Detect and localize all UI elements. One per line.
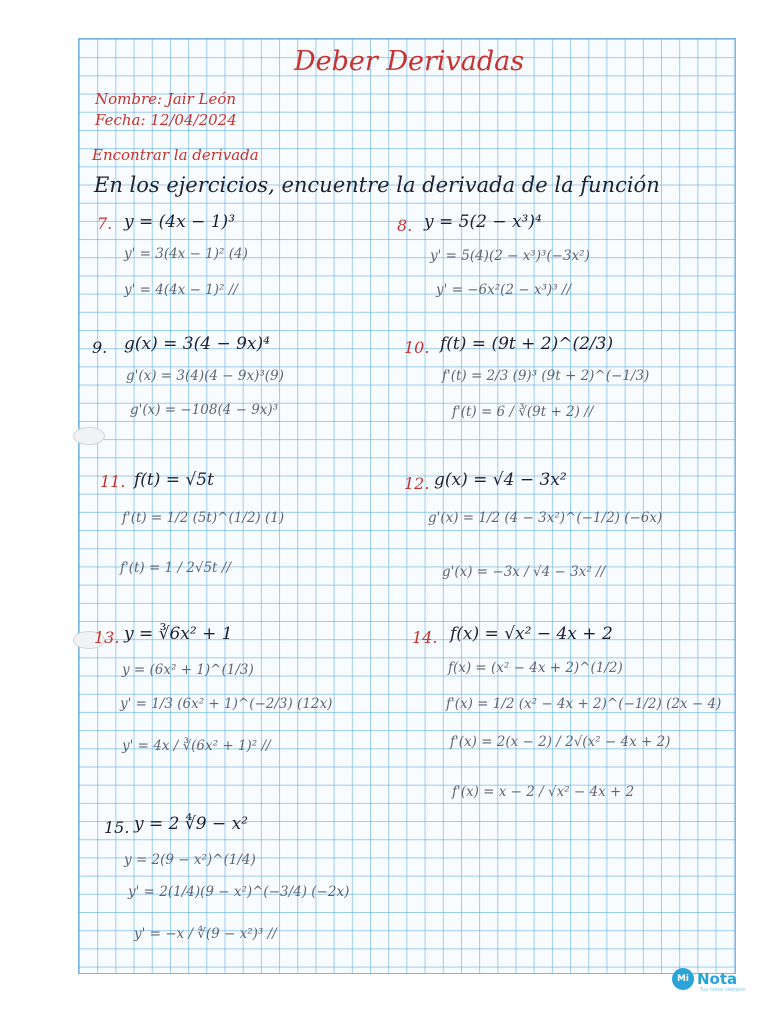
exercise-problem: y = 5(2 − x³)⁴ xyxy=(424,212,542,232)
exercise-step: y' = 5(4)(2 − x³)³(−3x²) xyxy=(430,248,590,264)
exercise-step: y' = 4x / ∛(6x² + 1)² // xyxy=(122,738,271,754)
exercise-number: 8. xyxy=(397,216,413,235)
logo-word: Nota xyxy=(697,970,738,988)
exercise-step: y' = 3(4x − 1)² (4) xyxy=(124,246,248,262)
exercise-step: y' = 2(1/4)(9 − x²)^(−3/4) (−2x) xyxy=(128,884,350,900)
exercise-step: y' = 4(4x − 1)² // xyxy=(124,282,238,298)
exercise-number: 12. xyxy=(404,474,430,493)
exercise-number: 15. xyxy=(104,818,130,837)
exercise-number: 7. xyxy=(97,214,113,233)
exercise-step: g'(x) = −3x / √4 − 3x² // xyxy=(442,564,606,580)
exercise-number: 11. xyxy=(100,472,126,491)
exercise-step: y' = −6x²(2 − x³)³ // xyxy=(436,282,571,298)
exercise-step: y' = −x / ∜(9 − x²)³ // xyxy=(134,926,277,942)
exercise-step: f'(x) = x − 2 / √x² − 4x + 2 xyxy=(452,784,635,800)
date: Fecha: 12/04/2024 xyxy=(95,111,237,129)
exercise-step: g'(x) = −108(4 − 9x)³ xyxy=(130,402,279,418)
exercise-step: y = (6x² + 1)^(1/3) xyxy=(122,662,254,678)
exercise-step: f'(t) = 1 / 2√5t // xyxy=(120,560,231,576)
task-label: Encontrar la derivada xyxy=(92,146,259,164)
exercise-step: y = 2(9 − x²)^(1/4) xyxy=(124,852,256,868)
exercise-step: y' = 1/3 (6x² + 1)^(−2/3) (12x) xyxy=(120,696,333,712)
exercise-step: f'(x) = 2(x − 2) / 2√(x² − 4x + 2) xyxy=(450,734,671,750)
exercise-step: f'(t) = 1/2 (5t)^(1/2) (1) xyxy=(122,510,285,526)
exercise-number: 10. xyxy=(404,338,430,357)
exercise-problem: f(x) = √x² − 4x + 2 xyxy=(450,624,613,644)
exercise-step: f'(x) = 1/2 (x² − 4x + 2)^(−1/2) (2x − 4) xyxy=(446,696,722,712)
exercise-step: f'(t) = 6 / ∛(9t + 2) // xyxy=(452,404,594,420)
exercise-problem: g(x) = 3(4 − 9x)⁴ xyxy=(124,334,270,354)
exercise-number: 14. xyxy=(412,628,438,647)
instruction: En los ejercicios, encuentre la derivada de la función xyxy=(94,173,660,197)
exercise-step: f'(t) = 2/3 (9)³ (9t + 2)^(−1/3) xyxy=(442,368,650,384)
logo-badge: Mi xyxy=(672,968,694,990)
exercise-problem: y = (4x − 1)³ xyxy=(124,212,236,232)
exercise-step: f(x) = (x² − 4x + 2)^(1/2) xyxy=(448,660,623,676)
logo-tagline: Tus notas siempre xyxy=(700,987,746,993)
exercise-number: 9. xyxy=(92,338,108,357)
exercise-problem: f(t) = (9t + 2)^(2/3) xyxy=(440,334,614,354)
exercise-step: g'(x) = 3(4)(4 − 9x)³(9) xyxy=(126,368,284,384)
exercise-number: 13. xyxy=(94,628,120,647)
exercise-problem: y = 2 ∜9 − x² xyxy=(134,814,248,834)
binder-hole xyxy=(73,427,105,445)
exercise-problem: f(t) = √5t xyxy=(134,470,214,490)
page-title: Deber Derivadas xyxy=(294,46,525,77)
exercise-step: g'(x) = 1/2 (4 − 3x²)^(−1/2) (−6x) xyxy=(428,510,663,526)
student-name: Nombre: Jair León xyxy=(95,90,237,108)
exercise-problem: g(x) = √4 − 3x² xyxy=(434,470,567,490)
exercise-problem: y = ∛6x² + 1 xyxy=(124,624,233,644)
